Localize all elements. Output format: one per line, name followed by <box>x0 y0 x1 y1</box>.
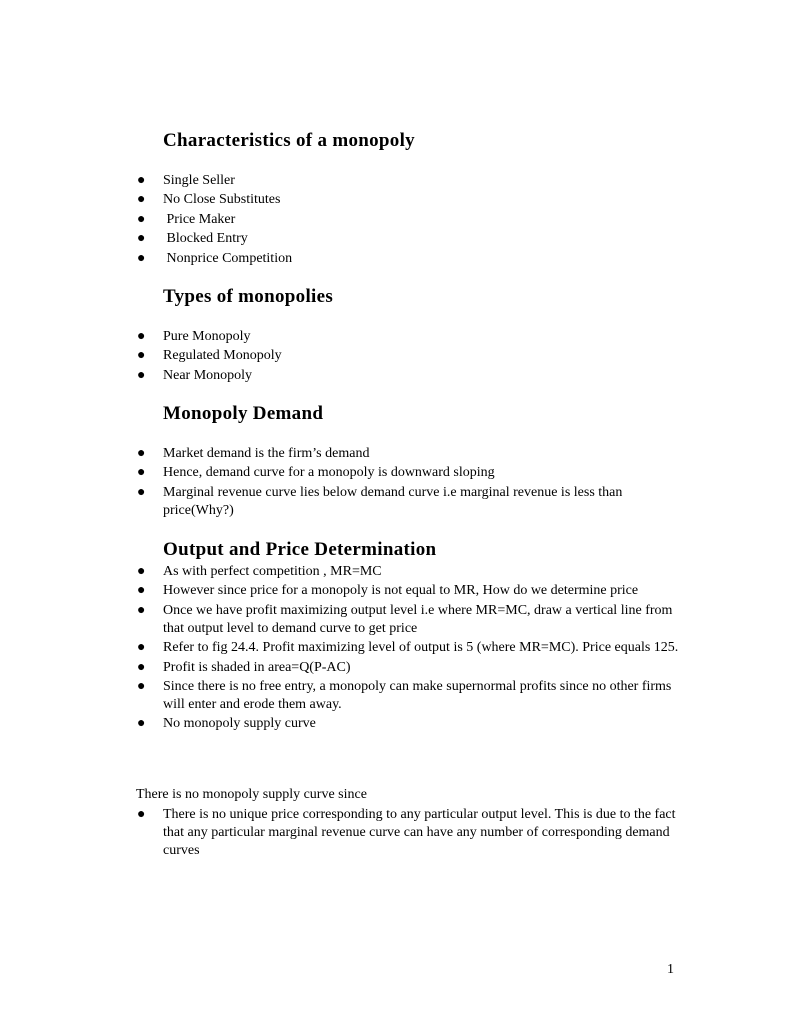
supply-list <box>0 806 791 861</box>
list-item <box>0 230 683 248</box>
bullet-icon: ● <box>137 583 146 599</box>
list-item <box>0 715 683 733</box>
list-item-text: Near Monopoly <box>163 367 253 383</box>
list-item <box>0 367 683 385</box>
list-item-text: Nonprice Competition <box>163 250 293 266</box>
list-item-text: Blocked Entry <box>163 231 248 247</box>
bullet-icon: ● <box>137 602 146 618</box>
list-item <box>0 445 683 463</box>
list-item <box>0 464 683 482</box>
bullet-icon: ● <box>137 192 146 208</box>
demand-list <box>0 445 791 521</box>
list-item-text: There is no unique price corresponding to any particular output level. This is due to the fact that any particular marginal revenue curve can have any number of corresponding demand curves <box>163 807 676 858</box>
list-item <box>0 484 683 520</box>
heading-demand: Monopoly Demand <box>163 403 324 424</box>
list-item <box>0 347 683 365</box>
characteristics-list <box>0 172 791 269</box>
heading-output-price: Output and Price Determination <box>163 539 437 560</box>
list-item <box>0 563 683 581</box>
list-item-text: Hence, demand curve for a monopoly is downward sloping <box>163 465 495 481</box>
list-item <box>0 602 683 638</box>
list-item-text: Price Maker <box>163 211 236 227</box>
list-item-text: Once we have profit maximizing output level i.e where MR=MC, draw a vertical line from that output level to demand curve to get price <box>163 602 673 636</box>
bullet-icon: ● <box>137 250 146 266</box>
list-item <box>0 172 683 190</box>
list-item-text: Since there is no free entry, a monopoly can make supernormal profits since no other firms will enter and erode them away. <box>163 678 672 712</box>
bullet-icon: ● <box>137 640 146 656</box>
list-item-text: Pure Monopoly <box>163 329 251 344</box>
bullet-icon: ● <box>137 367 146 383</box>
list-item-text: However since price for a monopoly is not equal to MR, How do we determine price <box>163 583 639 599</box>
heading-types: Types of monopolies <box>163 286 334 307</box>
types-list <box>0 328 791 386</box>
list-item-text: Refer to fig 24.4. Profit maximizing level of output is 5 (where MR=MC). Price equals 125. <box>163 640 679 656</box>
supply-intro-text: There is no monopoly supply curve since <box>136 787 367 802</box>
list-item <box>0 191 683 209</box>
bullet-icon: ● <box>137 446 146 461</box>
list-item-text: Single Seller <box>163 173 235 188</box>
bullet-icon: ● <box>137 465 146 481</box>
list-item-text: Profit is shaded in area=Q(P-AC) <box>163 659 351 675</box>
bullet-icon: ● <box>137 348 146 364</box>
list-item-text: Market demand is the firm’s demand <box>163 446 370 461</box>
list-item-text: No Close Substitutes <box>163 192 281 208</box>
bullet-icon: ● <box>137 716 146 732</box>
list-item <box>0 639 683 657</box>
bullet-icon: ● <box>137 659 146 675</box>
list-item <box>0 211 683 229</box>
bullet-icon: ● <box>137 564 146 579</box>
list-item-text: Marginal revenue curve lies below demand curve i.e marginal revenue is less than price(Why?) <box>163 484 623 518</box>
bullet-icon: ● <box>137 329 146 344</box>
heading-characteristics: Characteristics of a monopoly <box>163 130 415 151</box>
bullet-icon: ● <box>137 484 146 500</box>
list-item <box>0 659 683 677</box>
bullet-icon: ● <box>137 173 146 188</box>
list-item <box>0 582 683 600</box>
bullet-icon: ● <box>137 678 146 694</box>
list-item <box>0 806 683 860</box>
list-item-text: As with perfect competition , MR=MC <box>163 564 382 579</box>
list-item-text: No monopoly supply curve <box>163 716 316 732</box>
list-item-text: Regulated Monopoly <box>163 348 282 364</box>
output-price-list <box>0 563 791 735</box>
list-item <box>0 678 683 714</box>
list-item <box>0 250 683 268</box>
bullet-icon: ● <box>137 231 146 247</box>
page-number: 1 <box>667 962 674 977</box>
bullet-icon: ● <box>137 211 146 227</box>
list-item <box>0 328 683 346</box>
bullet-icon: ● <box>137 807 146 822</box>
